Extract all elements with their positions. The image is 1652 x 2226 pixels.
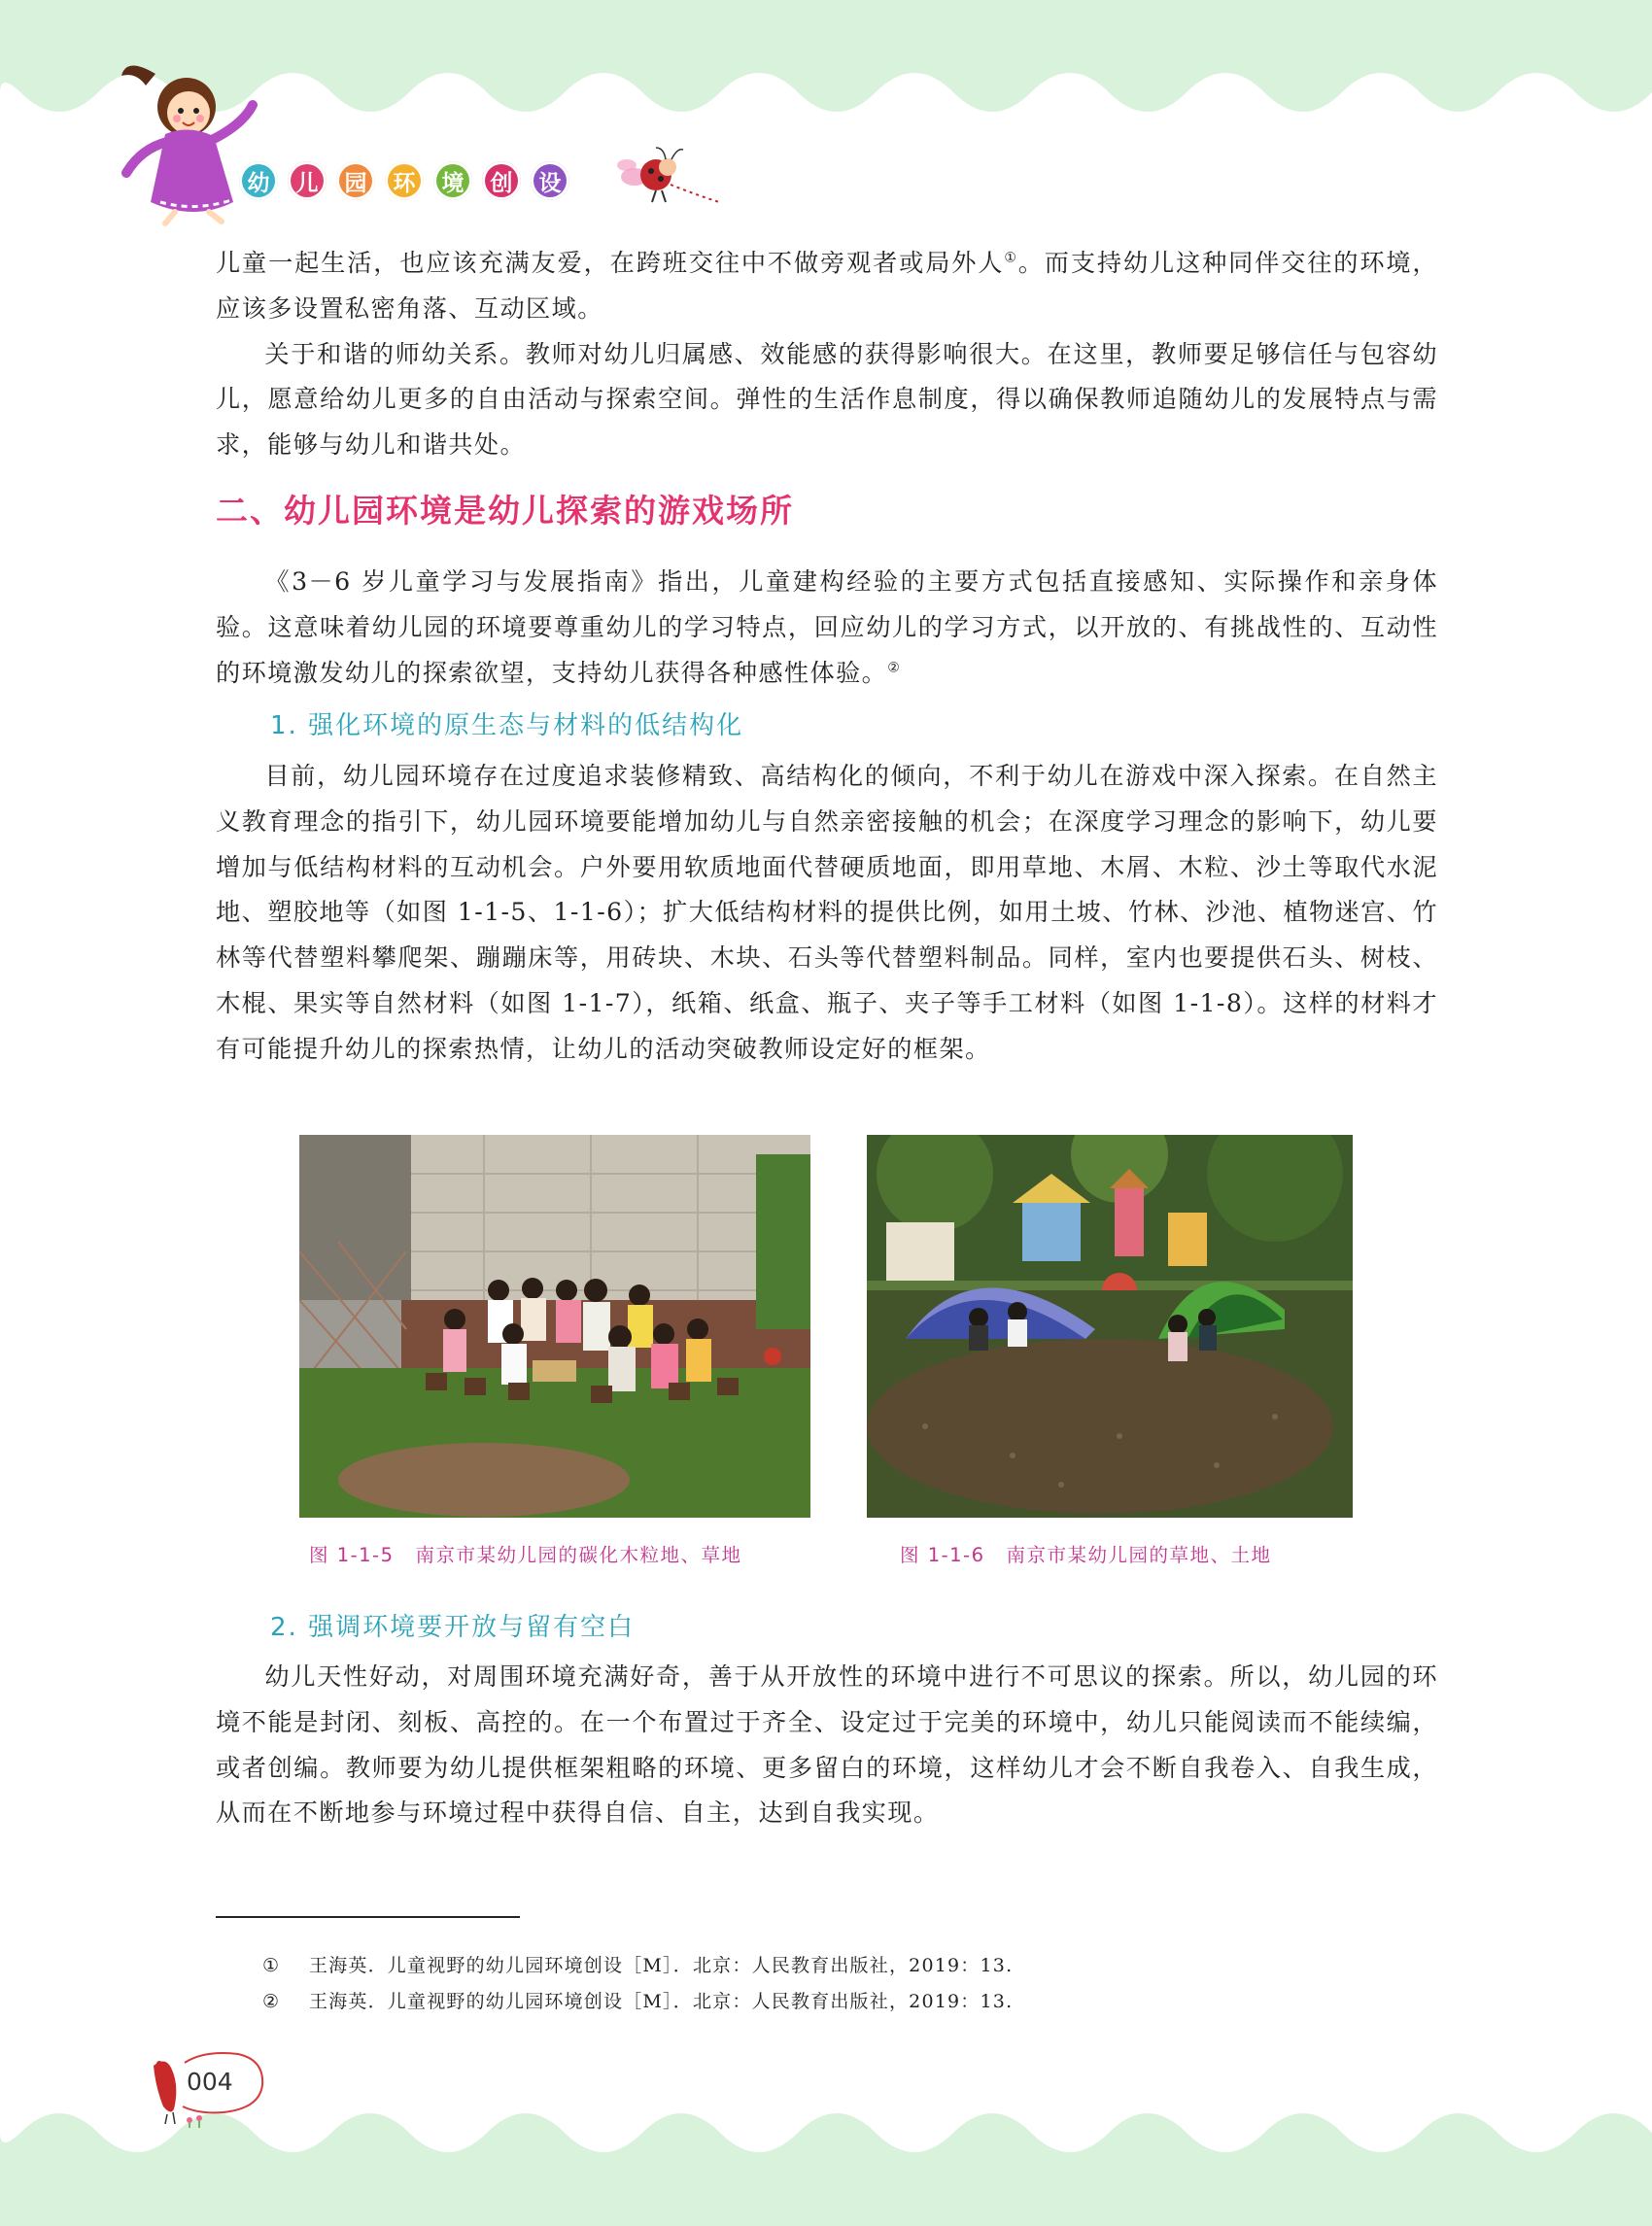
subsection-1-body <box>216 754 1438 1073</box>
paragraph-teacher-child-relation: 关于和谐的师幼关系。教师对幼儿归属感、效能感的获得影响很大。在这里，教师要足够信任与包容幼儿，愿意给幼儿更多的自由活动与探索空间。弹性的生活作息制度，得以确保教师追随幼儿的发展特点与需求，能够与幼儿和谐共处。 <box>216 339 1438 460</box>
photo-grass-and-tents <box>867 1135 1353 1518</box>
figure-caption-1: 图 1-1-5 南京市某幼儿园的碳化木粒地、草地 <box>309 1544 742 1566</box>
book-title-char: 创 <box>482 161 521 200</box>
footnote-ref-1: ① <box>1004 250 1018 266</box>
book-title-char: 园 <box>336 161 375 200</box>
book-title-char: 设 <box>531 161 569 200</box>
figure-caption-2: 图 1-1-6 南京市某幼儿园的草地、土地 <box>900 1544 1272 1566</box>
paragraph-low-structure-materials: 目前，幼儿园环境存在过度追求装修精致、高结构化的倾向，不利于幼儿在游戏中深入探索。在自然主义教育理念的指引下，幼儿园环境要能增加幼儿与自然亲密接触的机会；在深度学习理念的影响下，幼儿要增加与低结构材料的互动机会。户外要用软质地面代替硬质地面，即用草地、木屑、木粒、沙土等取代水泥地、塑胶地等（如图 1-1-5、1-1-6）；扩大低结构材料的提供比例，如用土坡、竹林、沙池、植物迷宫、竹林等代替塑料攀爬架、蹦蹦床等，用砖块、木块、石头等代替塑料制品。同样，室内也要提供石头、树枝、木棍、果实等自然材料（如图 1-1-7），纸箱、纸盒、瓶子、夹子等手工材料（如图 1-1-8）。这样的材料才有可能提升幼儿的探索热情，让幼儿的活动突破教师设定好的框架。 <box>216 762 1438 1063</box>
book-title-char: 幼 <box>239 161 278 200</box>
subsection-2-body <box>216 1655 1438 1836</box>
footnote-divider <box>216 1916 520 1918</box>
paragraph-open-environment: 幼儿天性好动，对周围环境充满好奇，善于从开放性的环境中进行不可思议的探索。所以，幼儿园的环境不能是封闭、刻板、高控的。在一个布置过于齐全、设定过于完美的环境中，幼儿只能阅读而不能续编，或者创编。教师要为幼儿提供框架粗略的环境、更多留白的环境，这样幼儿才会不断自我卷入、自我生成，从而在不断地参与环境过程中获得自信、自主，达到自我实现。 <box>216 1662 1438 1828</box>
footnote-1: ① 王海英．儿童视野的幼儿园环境创设［M］．北京：人民教育出版社，2019：13. <box>262 1955 1014 1976</box>
girl-mascot-illustration <box>117 56 262 226</box>
section-2-intro <box>216 560 1438 696</box>
book-title <box>239 161 569 200</box>
book-title-char: 环 <box>385 161 424 200</box>
subheading-1: 1. 强化环境的原生态与材料的低结构化 <box>270 711 744 740</box>
body-text-top <box>216 241 1438 468</box>
book-title-char: 境 <box>433 161 472 200</box>
subheading-2: 2. 强调环境要开放与留有空白 <box>270 1613 636 1642</box>
footnote-ref-2: ② <box>887 660 902 676</box>
page-number: 004 <box>187 2068 233 2096</box>
bug-mascot-illustration <box>598 146 724 219</box>
photo-wood-chip-ground <box>299 1135 810 1518</box>
footnote-2: ② 王海英．儿童视野的幼儿园环境创设［M］．北京：人民教育出版社，2019：13. <box>262 1991 1014 2012</box>
paragraph-guideline-intro: 《3－6 岁儿童学习与发展指南》指出，儿童建构经验的主要方式包括直接感知、实际操作和亲身体验。这意味着幼儿园的环境要尊重幼儿的学习特点，回应幼儿的学习方式，以开放的、有挑战性的、互动性的环境激发幼儿的探索欲望，支持幼儿获得各种感性体验。② <box>216 567 1438 687</box>
book-title-char: 儿 <box>288 161 327 200</box>
section-heading-2: 二、幼儿园环境是幼儿探索的游戏场所 <box>216 492 794 530</box>
paragraph-peer-interaction: 儿童一起生活，也应该充满友爱，在跨班交往中不做旁观者或局外人①。而支持幼儿这种同伴交往的环境，应该多设置私密角落、互动区域。 <box>216 249 1439 323</box>
